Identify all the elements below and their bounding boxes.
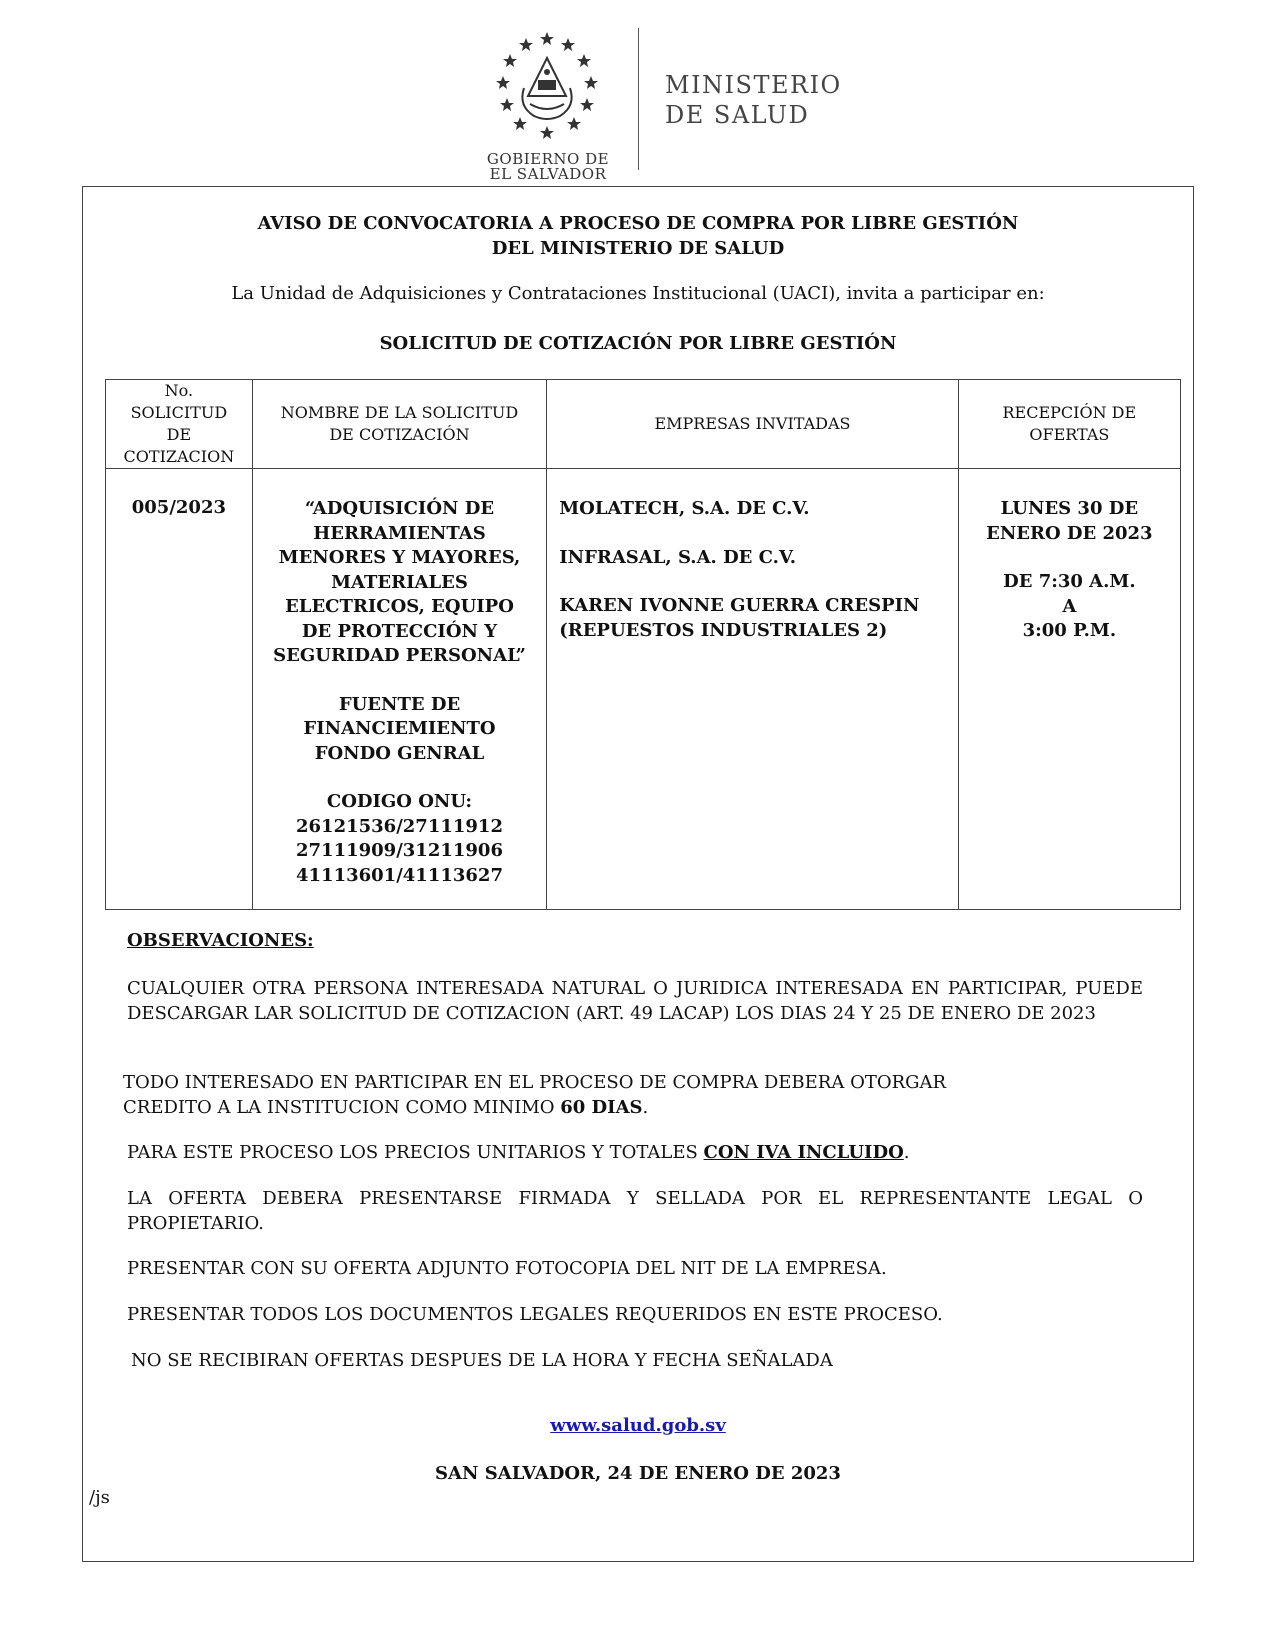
request-table — [105, 379, 1181, 910]
name-line: “ADQUISICIÓN DE — [304, 498, 495, 519]
notice-subtitle: SOLICITUD DE COTIZACIÓN POR LIBRE GESTIÓN — [379, 333, 897, 354]
reception-time: 3:00 P.M. — [1022, 620, 1117, 641]
letterhead — [0, 22, 1275, 183]
name-line: MENORES Y MAYORES, — [278, 547, 521, 568]
company-name: INFRASAL, S.A. DE C.V. — [559, 546, 797, 568]
header-invited-companies: EMPRESAS INVITADAS — [547, 380, 958, 469]
request-name-cell — [252, 469, 546, 910]
offer-reception-cell — [958, 469, 1180, 910]
header-offer-reception: RECEPCIÓN DE OFERTAS — [958, 380, 1180, 469]
observation-2: TODO INTERESADO EN PARTICIPAR EN EL PROCESO DE COMPRA DEBERA OTORGAR CREDITO A LA INSTITUCION COMO MINIMO 60 DIAS. — [123, 1072, 947, 1118]
name-line: HERRAMIENTAS — [313, 522, 486, 544]
website-link[interactable]: www.salud.gob.sv — [550, 1415, 726, 1436]
notice-frame — [82, 186, 1194, 1562]
ministry-line-1: MINISTERIO — [665, 71, 842, 99]
government-name — [478, 152, 618, 182]
observation-6: PRESENTAR TODOS LOS DOCUMENTOS LEGALES REQUERIDOS EN ESTE PROCESO. — [127, 1304, 943, 1325]
author-initials: /js — [89, 1487, 110, 1508]
table-header-row — [106, 380, 1181, 469]
company-name: KAREN IVONNE GUERRA CRESPIN — [559, 595, 920, 616]
onu-code-line: CODIGO ONU: — [326, 791, 473, 812]
funding-line: FUENTE DE — [338, 693, 461, 715]
request-number: 005/2023 — [131, 497, 226, 518]
website — [83, 1415, 1193, 1436]
reception-date: LUNES 30 DE — [1000, 498, 1139, 519]
invited-companies-cell — [547, 469, 958, 910]
reception-date: ENERO DE 2023 — [986, 522, 1153, 544]
company-name: (REPUESTOS INDUSTRIALES 2) — [559, 619, 888, 641]
header-divider — [638, 28, 639, 170]
observation-7: NO SE RECIBIRAN OFERTAS DESPUES DE LA HORA Y FECHA SEÑALADA — [131, 1350, 833, 1371]
place-and-date: SAN SALVADOR, 24 DE ENERO DE 2023 — [435, 1463, 841, 1484]
intro-text: La Unidad de Adquisiciones y Contrataciones Institucional (UACI), invita a participar en: — [231, 283, 1045, 304]
title-line-1: AVISO DE CONVOCATORIA A PROCESO DE COMPRA POR LIBRE GESTIÓN — [257, 213, 1019, 234]
name-line: ELECTRICOS, EQUIPO — [285, 596, 514, 617]
name-line: MATERIALES — [331, 571, 468, 593]
onu-code-line: 26121536/27111912 — [296, 815, 503, 837]
header-request-number: No. SOLICITUD DE COTIZACION — [106, 380, 253, 469]
observation-3: PARA ESTE PROCESO LOS PRECIOS UNITARIOS Y TOTALES CON IVA INCLUIDO. — [127, 1142, 910, 1163]
name-line: SEGURIDAD PERSONAL” — [273, 645, 526, 666]
header-request-name: NOMBRE DE LA SOLICITUD DE COTIZACIÓN — [252, 380, 546, 469]
reception-time: A — [1062, 595, 1077, 617]
observation-4: LA OFERTA DEBERA PRESENTARSE FIRMADA Y SELLADA POR EL REPRESENTANTE LEGAL O PROPIETARIO. — [127, 1188, 1143, 1234]
notice-title — [83, 211, 1193, 261]
title-line-2: DEL MINISTERIO DE SALUD — [491, 238, 785, 259]
name-line: DE PROTECCIÓN Y — [301, 620, 498, 642]
funding-line: FINANCIEMIENTO — [303, 718, 496, 739]
gov-line-2: EL SALVADOR — [489, 165, 607, 183]
national-seal-icon — [488, 30, 606, 140]
observation-1: CUALQUIER OTRA PERSONA INTERESADA NATURAL O JURIDICA INTERESADA EN PARTICIPAR, PUEDE DESCARGAR LAR SOLICITUD DE COTIZACION (ART. 49 LACAP) LOS DIAS 24 Y 25 DE ENERO DE 2023 — [127, 978, 1143, 1024]
funding-line: FONDO GENRAL — [314, 742, 485, 764]
gov-line-1: GOBIERNO DE — [486, 150, 610, 168]
request-number-cell — [106, 469, 253, 910]
ministry-name — [665, 70, 842, 130]
company-name: MOLATECH, S.A. DE C.V. — [559, 498, 810, 519]
observations-title: OBSERVACIONES: — [127, 930, 314, 951]
observations-section — [123, 929, 1143, 1371]
onu-code-line: 27111909/31211906 — [296, 840, 503, 861]
ministry-line-2: DE SALUD — [665, 101, 810, 129]
table-row — [106, 469, 1181, 910]
reception-time: DE 7:30 A.M. — [1003, 571, 1136, 592]
onu-code-line: 41113601/41113627 — [296, 864, 503, 886]
observation-5: PRESENTAR CON SU OFERTA ADJUNTO FOTOCOPIA DEL NIT DE LA EMPRESA. — [127, 1258, 887, 1279]
